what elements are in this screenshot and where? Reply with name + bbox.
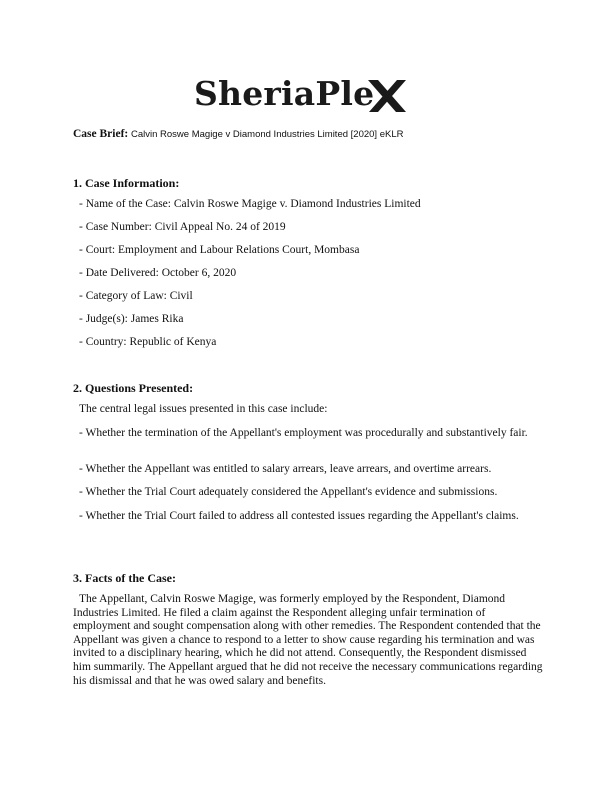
list-item: - Whether the Trial Court failed to address all contested issues regarding the Appellant's claims. — [79, 510, 519, 522]
list-item: - Country: Republic of Kenya — [79, 336, 217, 348]
list-item: - Name of the Case: Calvin Roswe Magige v. Diamond Industries Limited — [79, 198, 421, 210]
section-heading: 3. Facts of the Case: — [73, 571, 176, 585]
list-item: - Case Number: Civil Appeal No. 24 of 2019 — [79, 221, 286, 233]
list-item: - Whether the Trial Court adequately considered the Appellant's evidence and submissions. — [79, 486, 498, 498]
sheriaplex-logo — [190, 70, 420, 122]
section-intro: The central legal issues presented in this case include: — [79, 403, 328, 415]
list-item: - Court: Employment and Labour Relations Court, Mombasa — [79, 244, 360, 256]
logo-wordmark: SheriaPle — [194, 74, 375, 113]
list-item: - Whether the Appellant was entitled to salary arrears, leave arrears, and overtime arrears. — [79, 463, 492, 475]
list-item: - Date Delivered: October 6, 2020 — [79, 267, 237, 279]
case-brief-title: Calvin Roswe Magige v Diamond Industries Limited [2020] eKLR — [131, 129, 404, 140]
list-item: - Judge(s): James Rika — [79, 313, 184, 325]
x-mark-icon — [366, 78, 408, 114]
case-brief-line — [73, 128, 403, 140]
section-heading: 1. Case Information: — [73, 176, 180, 190]
facts-paragraph: The Appellant, Calvin Roswe Magige, was formerly employed by the Respondent, Diamond Industries Limited. He filed a claim against the Respondent alleging unfair termination of employment and sought compensation along with other remedies. The Respondent contended that the Appellant was given a chance to respond to a letter to show cause regarding his termination and was invited to a disciplinary hearing, which he did not attend. Consequently, the Respondent dismissed him summarily. The Appellant argued that he did not receive the necessary communications regarding his dismissal and that he was owed salary and benefits. — [73, 593, 543, 687]
case-brief-label: Case Brief: — [73, 128, 129, 140]
list-item: - Whether the termination of the Appellant's employment was procedurally and substantively fair. — [79, 427, 528, 439]
list-item: - Category of Law: Civil — [79, 290, 193, 302]
section-heading: 2. Questions Presented: — [73, 381, 194, 395]
